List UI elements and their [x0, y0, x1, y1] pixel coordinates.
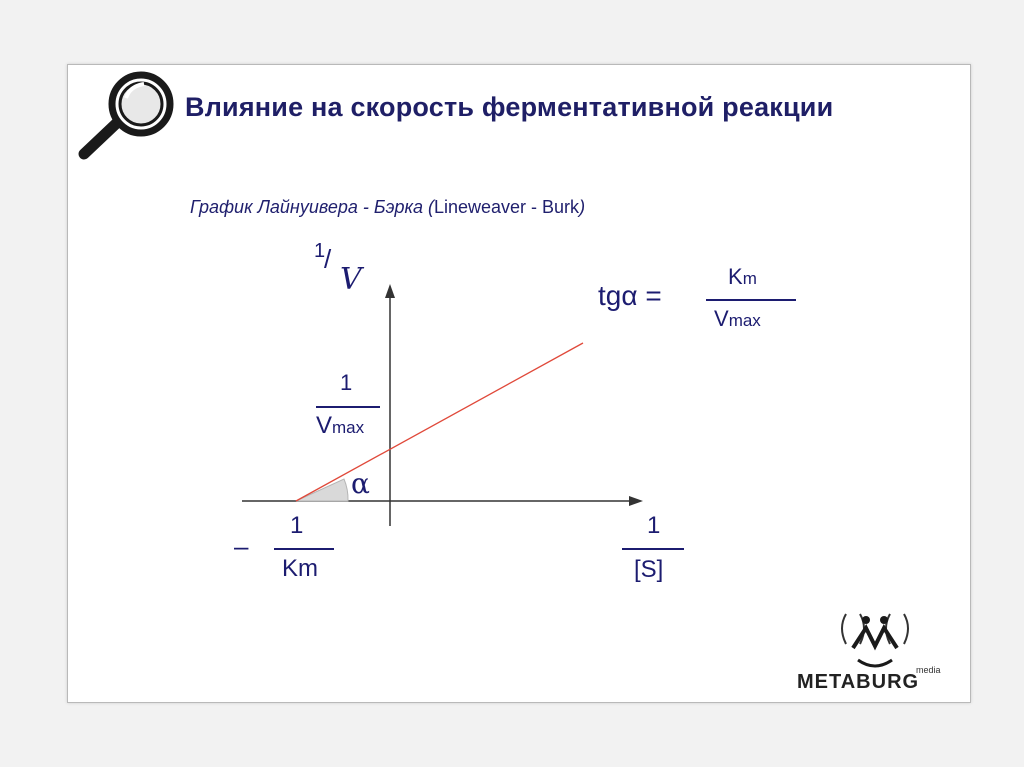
x-intercept-den: Km: [282, 555, 318, 582]
angle-label: α: [351, 467, 370, 500]
y-intercept-den-main: V: [316, 412, 333, 439]
logo-tag: media: [916, 665, 941, 675]
x-intercept-num: 1: [290, 512, 304, 539]
x-intercept-bar: [274, 548, 334, 550]
slope-formula-lhs: tgα =: [598, 280, 662, 311]
y-axis: [385, 284, 395, 526]
page-title: Влияние на скорость ферментативной реакции: [185, 92, 834, 122]
subtitle-english: Lineweaver - Burk: [433, 197, 580, 217]
x-axis-label-bar: [622, 548, 684, 550]
subtitle-paren-open: (: [427, 197, 434, 217]
y-intercept-bar: [316, 406, 380, 408]
subtitle-paren-close: ): [579, 197, 586, 217]
slope-num-sub: m: [742, 269, 757, 288]
y-axis-label-den: V: [340, 262, 362, 297]
angle-wedge: [296, 479, 348, 501]
slope-formula-bar: [706, 299, 796, 301]
metaburg-logo-icon: [842, 614, 908, 666]
x-intercept-sign: –: [234, 531, 249, 561]
y-intercept-den-sub: max: [332, 418, 365, 437]
slope-num-main: K: [728, 264, 743, 289]
x-axis-label-num: 1: [647, 512, 661, 539]
logo-text: METABURG: [797, 671, 920, 693]
slope-den-main: V: [714, 306, 729, 331]
x-axis-label-den: [S]: [634, 556, 664, 583]
magnifier-icon: [84, 75, 170, 154]
chart-subtitle: [190, 197, 585, 218]
y-intercept-num: 1: [340, 370, 353, 395]
y-axis-label-num: 1: [314, 240, 326, 262]
slope-den-sub: max: [728, 311, 761, 330]
subtitle-russian: График Лайнуивера - Бэрка: [190, 197, 423, 217]
